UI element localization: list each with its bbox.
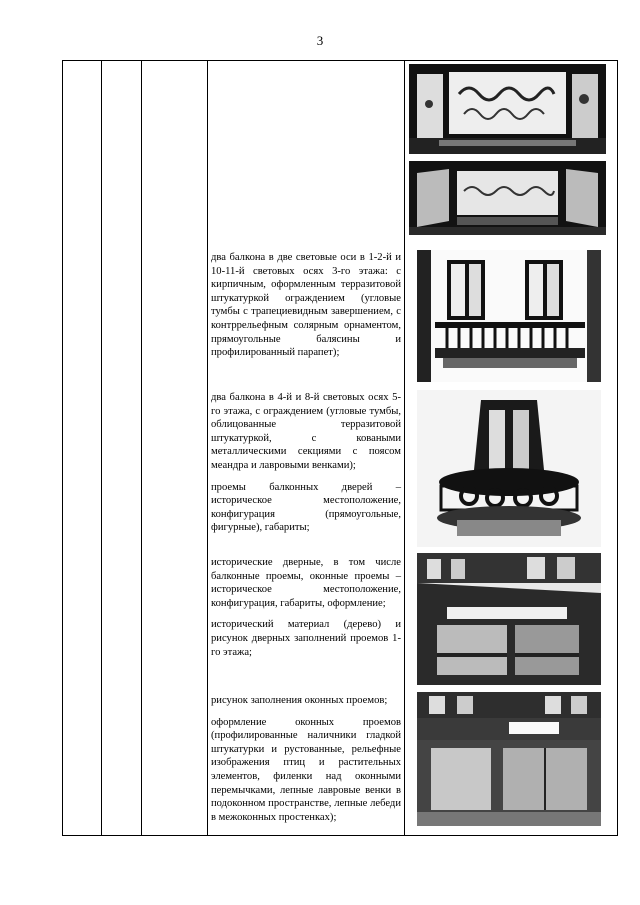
paragraph: два балкона в две световые оси в 1-2-й и 10-11-й световых осях 3-го этажа: с кирпичным, оформленным терразитовой штукатуркой ограждением (угловые тумбы с трапециевидным завершением, с контррельефным солярным орнаментом, прямоугольные балясины и профилированный парапет);	[211, 252, 401, 359]
photo-balcony-3rd-floor	[417, 250, 601, 382]
paragraph: исторический материал (дерево) и рисунок дверных заполнений проемов 1-го этажа;	[211, 619, 401, 658]
balconies-5th-floor-text	[211, 391, 401, 543]
photo-facade-storefront-upper	[417, 553, 601, 685]
column-divider-3	[207, 61, 208, 835]
balconies-3rd-floor-text	[211, 251, 401, 368]
door-window-openings-text	[211, 556, 401, 667]
photo-balcony-5th-floor	[417, 390, 601, 547]
photo-ornamental-window-lower	[409, 161, 606, 235]
paragraph: оформление оконных проемов (профилированные наличники гладкой штукатурки и рустованные, рельефные изображения птиц и растительных элементов, филенки над оконными перемычками, лепные лавровые венки в подоконном пространстве, лепные лебеди в межоконных простенках);	[211, 716, 401, 823]
paragraph: рисунок заполнения оконных проемов;	[211, 695, 388, 706]
column-divider-1	[101, 61, 102, 835]
window-decoration-text	[211, 694, 401, 832]
photo-facade-storefront-lower	[417, 692, 601, 826]
paragraph: проемы балконных дверей – историческое местоположение, конфигурация (прямоугольные, фигурные), габариты;	[211, 481, 401, 534]
column-divider-2	[141, 61, 142, 835]
paragraph: два балкона в 4-й и 8-й световых осях 5-го этажа, с ограждением (угловые тумбы, облицованные терразитовой штукатуркой, с коваными металлическими секциями с поясом меандра и лавровыми венками);	[211, 392, 401, 471]
column-divider-4	[404, 61, 405, 835]
page-number: 3	[316, 33, 324, 48]
photo-ornamental-window-upper	[409, 64, 606, 154]
paragraph: исторические дверные, в том числе балконные проемы, оконные проемы – историческое местоположение, конфигурация, габариты, оформление;	[211, 557, 401, 609]
